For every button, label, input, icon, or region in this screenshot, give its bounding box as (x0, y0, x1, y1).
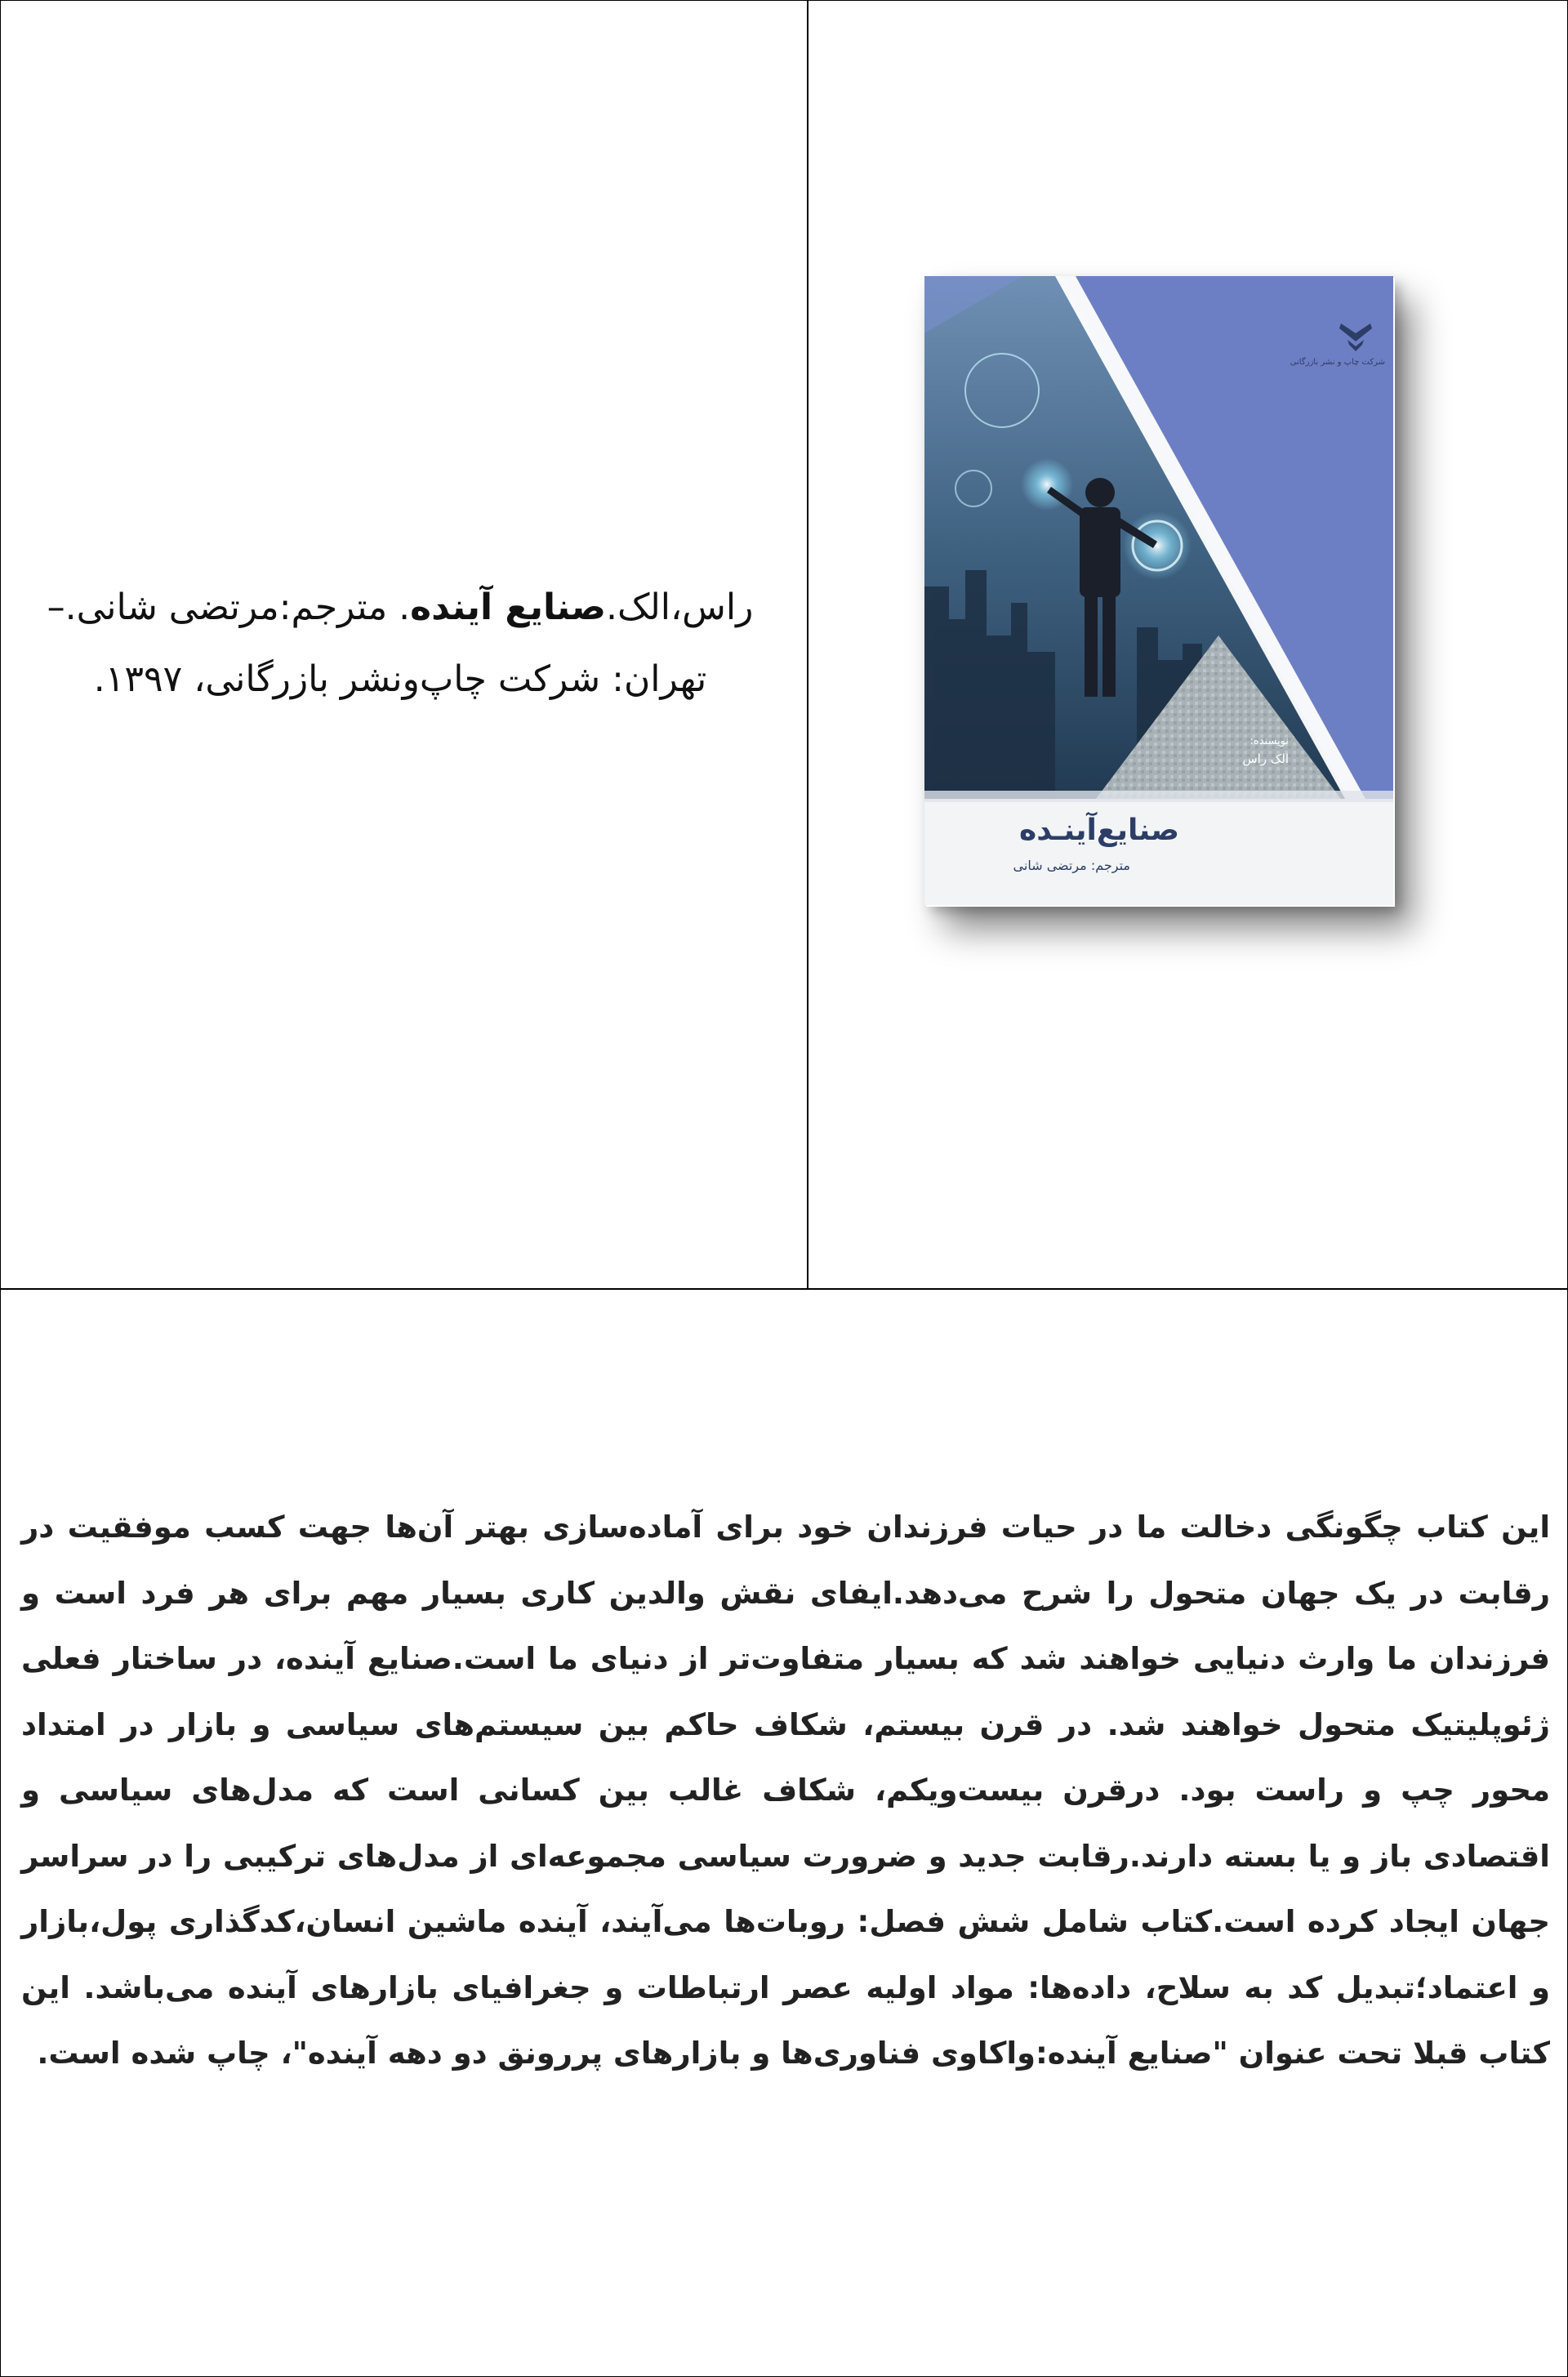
cover-title: صنایع‌آینـده (1018, 814, 1179, 847)
citation-line-1 (33, 572, 768, 644)
cover-artwork (924, 276, 1393, 905)
cover-translator: مترجم: مرتضی شانی (1013, 858, 1130, 873)
column-divider (807, 0, 808, 1289)
citation-author: راس،الک. (605, 586, 754, 628)
bibliographic-citation (33, 572, 768, 716)
book-description: این کتاب چگونگی دخالت ما در حیات فرزندان خود برای آماده‌سازی بهتر آن‌ها جهت کسب موفقیت در رقابت در یک جهان متحول را شرح می‌دهد.ایفای نقش والدین کاری بسیار مهم برای هر فرد است و فرزندان ما وارث دنیایی خواهند شد که بسیار متفاوت‌تر از دنیای ما است.صنایع آینده، در ساختار فعلی ژئوپلیتیک متحول خواهند شد. در قرن بیستم، شکاف حاکم بین سیستم‌های سیاسی و بازار در امتداد محور چپ و راست بود. درقرن بیست‌ویکم، شکاف غالب بین کسانی است که مدل‌های سیاسی و اقتصادی باز و یا بسته دارند.رقابت جدید و ضرورت سیاسی مجموعه‌ای از مدل‌های ترکیبی را در سراسر جهان ایجاد کرده است.کتاب شامل شش فصل: روبات‌ها می‌آیند، آینده ماشین انسان،کدگذاری پول،بازار و اعتماد؛تبدیل کد به سلاح، داده‌ها: مواد اولیه عصر ارتباطات و جغرافیای بازارهای آینده می‌باشد. این کتاب قبلا تحت عنوان "صنایع آینده:واکاوی فناوری‌ها و بازارهای پررونق دو دهه آینده"، چاپ شده است. (21, 1510, 1550, 2071)
citation-publication: تهران: شرکت چاپ‌ونشر بازرگانی، ۱۳۹۷. (93, 658, 707, 700)
citation-title: صنایع آینده (410, 586, 606, 628)
citation-translator: . مترجم:مرتضی شانی.– (47, 586, 411, 628)
book-cover (924, 276, 1393, 905)
row-divider (0, 1288, 1568, 1290)
cover-author: الک راس (1242, 751, 1289, 766)
cover-author-label: نویسنده: (1250, 735, 1289, 747)
cover-publisher: شرکت چاپ و نشر بازرگانی (1290, 358, 1385, 367)
